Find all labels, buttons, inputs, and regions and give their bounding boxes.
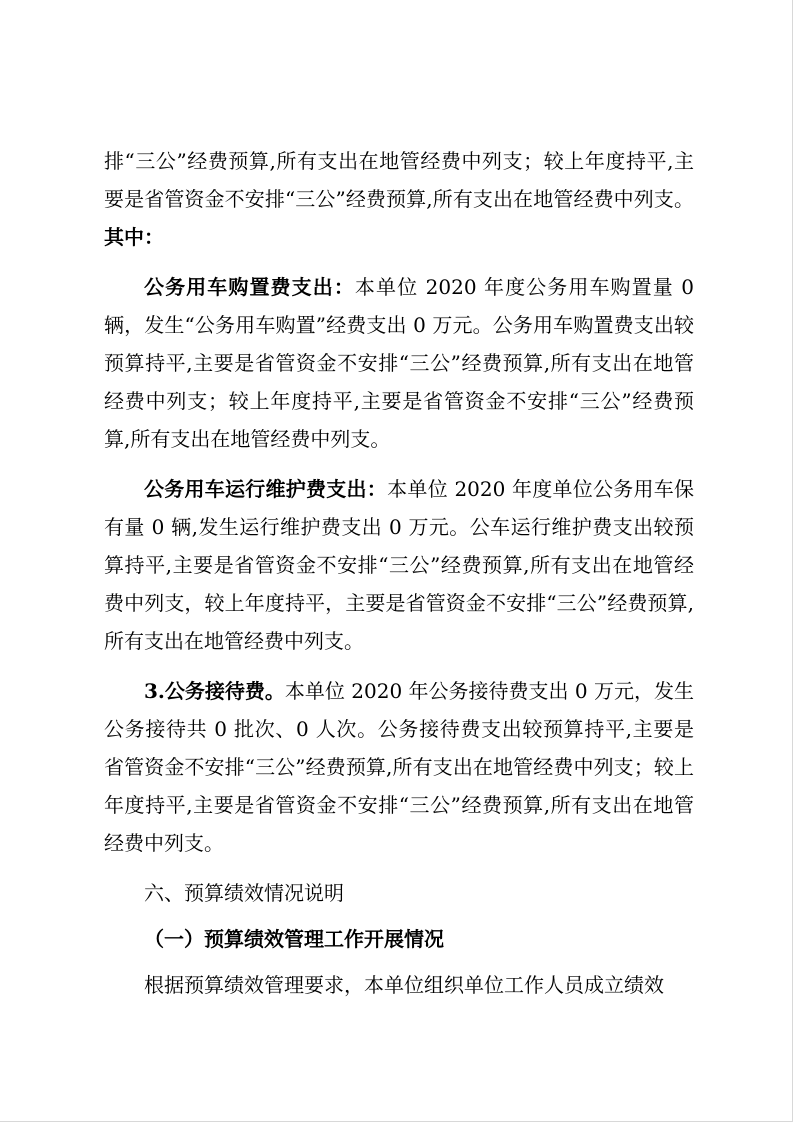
paragraph-label: 公务用车购置费支出： [144,275,355,299]
paragraph-label: 3.公务接待费。 [144,679,285,703]
section-heading: 六、预算绩效情况说明 [144,881,344,905]
paragraph-text: 本单位 2020 年度公务用车购置量 0 辆，发生“公务用车购置”经费支出 0 万元。公务用车购置费支出较预算持平,主要是省管资金不安排“三公”经费预算,所有支出在地管经费中列支；较上年度持平,主要是省管资金不安排“三公”经费预算,所有支出在地管经费中列支。 [104,275,694,451]
paragraph-bold-tail: 其中： [104,225,164,249]
paragraph-reception [104,672,694,862]
paragraph-vehicle-maintenance [104,470,694,660]
paragraph-performance: 根据预算绩效管理要求，本单位组织单位工作人员成立绩效 [144,973,664,997]
paragraph-continued [104,142,694,256]
document-body [104,142,694,1016]
paragraph-text: 本单位 2020 年度单位公务用车保有量 0 辆,发生运行维护费支出 0 万元。公车运行维护费支出较预算持平,主要是省管资金不安排“三公”经费预算,所有支出在地管经费中列支，较上年度持平，主要是省管资金不安排“三公”经费预算,所有支出在地管经费中列支。 [104,477,694,653]
paragraph-text: 本单位 2020 年公务接待费支出 0 万元，发生公务接待共 0 批次、0 人次。公务接待费支出较预算持平,主要是省管资金不安排“三公”经费预算,所有支出在地管经费中列支；较上年度持平,主要是省管资金不安排“三公”经费预算,所有支出在地管经费中列支。 [104,679,694,855]
paragraph-vehicle-purchase [104,268,694,458]
paragraph-text: 排“三公”经费预算,所有支出在地管经费中列支；较上年度持平,主要是省管资金不安排“三公”经费预算,所有支出在地管经费中列支。 [104,149,694,211]
paragraph-label: 公务用车运行维护费支出： [144,477,388,501]
subsection-heading: （一）预算绩效管理工作开展情况 [144,927,444,951]
